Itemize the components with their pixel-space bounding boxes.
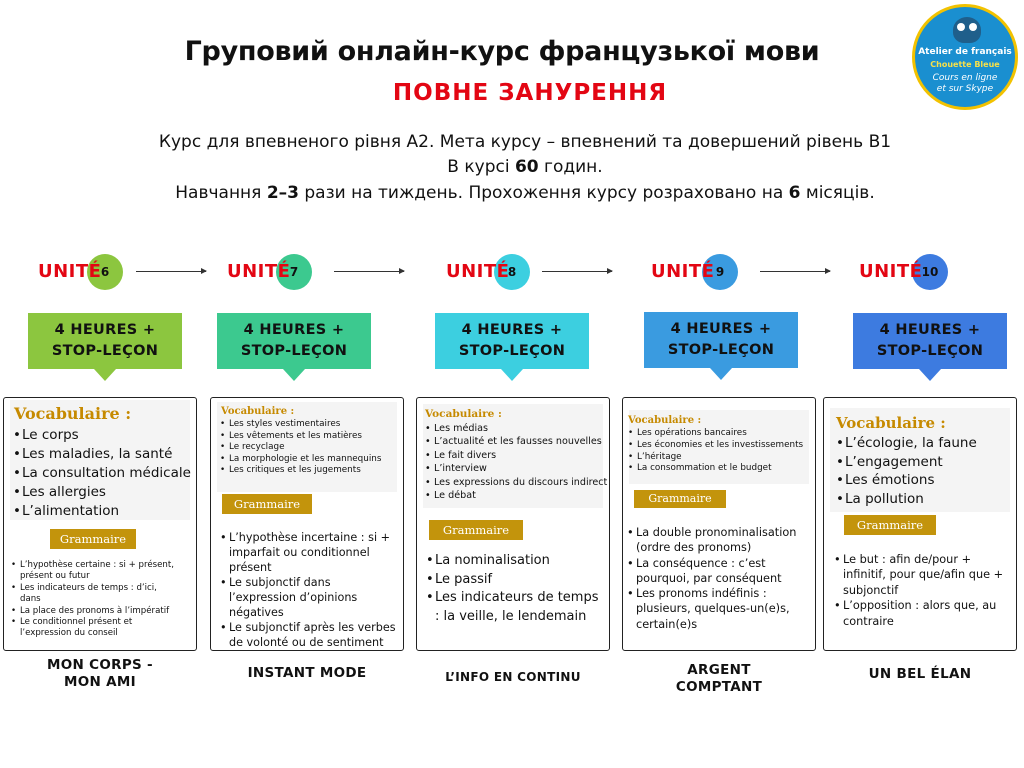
unit-6-hours: 4 HEURES + STOP-LEÇON	[28, 313, 182, 369]
list-item: • Le passif	[426, 571, 606, 590]
list-item: • Les critiques et les jugements	[220, 465, 381, 477]
page-subtitle: ПОВНЕ ЗАНУРЕННЯ	[392, 80, 668, 106]
vocab-title: Vocabulaire :	[14, 404, 132, 423]
list-item: • Le but : afin de/pour + infinitif, pour que/afin que + subjonctif	[834, 552, 1016, 598]
list-item: • L’écologie, la faune	[836, 434, 977, 453]
grammar-label: Grammaire	[634, 490, 726, 508]
list-item: • Les expressions du discours indirect	[425, 476, 607, 489]
logo	[912, 4, 1018, 110]
list-item: • Les allergies	[13, 483, 191, 502]
list-item: • La conséquence : c’est pourquoi, par conséquent	[627, 556, 813, 587]
grammar-label: Grammaire	[50, 529, 136, 549]
unit-6-number: 6	[87, 254, 123, 290]
unit-7-caption: INSTANT MODE	[247, 665, 367, 681]
list-item: • Les médias	[425, 422, 607, 435]
list-item: • L’hypothèse certaine : si + présent, présent ou futur	[11, 560, 179, 583]
unit-6-label: UNITÉ	[38, 261, 102, 282]
list-item: • La consultation médicale	[13, 464, 191, 483]
arrow-icon	[334, 271, 404, 272]
list-item: • Les indicateurs de temps : d’ici, dans	[11, 583, 179, 606]
vocab-title: Vocabulaire :	[221, 406, 295, 417]
unit-10-hours: 4 HEURES + STOP-LEÇON	[853, 313, 1007, 369]
logo-line-1: Atelier de français	[918, 47, 1012, 57]
list-item: • La nominalisation	[426, 552, 606, 571]
vocab-title: Vocabulaire :	[628, 415, 702, 426]
unit-9-hours: 4 HEURES + STOP-LEÇON	[644, 312, 798, 368]
unit-10-card	[823, 397, 1017, 651]
unit-6-card	[3, 397, 197, 651]
list-item: • L’engagement	[836, 453, 977, 472]
arrow-icon	[760, 271, 830, 272]
list-item: • La double pronominalisation (ordre des pronoms)	[627, 525, 813, 556]
list-item: • Les styles vestimentaires	[220, 419, 381, 431]
list-item: • L’interview	[425, 462, 607, 475]
unit-6-caption: MON CORPS - MON AMI	[47, 657, 153, 690]
list-item: • Les opérations bancaires	[628, 428, 803, 440]
list-item: • L’hypothèse incertaine : si + imparfait ou conditionnel présent	[220, 530, 400, 575]
unit-8-vocab-list	[425, 422, 607, 502]
list-item: • L’actualité et les fausses nouvelles	[425, 435, 607, 448]
grammar-label: Grammaire	[429, 520, 523, 540]
unit-8-number: 8	[494, 254, 530, 290]
list-item: • La place des pronoms à l’impératif	[11, 606, 179, 617]
unit-9-card	[622, 397, 816, 651]
logo-line-2: Chouette Bleue	[930, 60, 1000, 69]
list-item: • L’héritage	[628, 452, 803, 464]
arrow-icon	[136, 271, 206, 272]
unit-6-grammar-list	[11, 560, 179, 640]
unit-9-caption: ARGENT COMPTANT	[675, 662, 763, 695]
list-item: • Le corps	[13, 426, 191, 445]
logo-line-3: Cours en ligne et sur Skype	[932, 73, 998, 94]
unit-10-vocab-list	[836, 434, 977, 508]
list-item: • La consommation et le budget	[628, 463, 803, 475]
list-item: • Le conditionnel présent et l’expression du conseil	[11, 617, 179, 640]
unit-7-card	[210, 397, 404, 651]
unit-9-label: UNITÉ	[651, 261, 715, 282]
list-item: • Les émotions	[836, 471, 977, 490]
unit-10-label: UNITÉ	[859, 261, 923, 282]
grammar-label: Grammaire	[844, 515, 936, 535]
grammar-label: Grammaire	[222, 494, 312, 514]
list-item: • Le débat	[425, 489, 607, 502]
list-item: • La morphologie et les mannequins	[220, 454, 381, 466]
unit-7-hours: 4 HEURES + STOP-LEÇON	[217, 313, 371, 369]
unit-7-vocab-list	[220, 419, 381, 477]
intro-line-1: Курс для впевненого рівня А2. Мета курсу – впевнений та довершений рівень В1	[158, 132, 892, 152]
list-item: • La pollution	[836, 490, 977, 509]
owl-icon	[953, 17, 981, 43]
arrow-icon	[542, 271, 612, 272]
unit-8-caption: L’INFO EN CONTINU	[445, 670, 581, 684]
unit-9-vocab-list	[628, 428, 803, 475]
unit-9-grammar-list	[627, 525, 813, 632]
list-item: • L’opposition : alors que, au contraire	[834, 598, 1016, 629]
intro-line-2: В курсі 60 годин.	[447, 157, 603, 177]
intro-line-3: Навчання 2–3 рази на тиждень. Прохоження курсу розраховано на 6 місяців.	[175, 183, 875, 203]
vocab-title: Vocabulaire :	[425, 408, 502, 420]
unit-8-hours: 4 HEURES + STOP-LEÇON	[435, 313, 589, 369]
list-item: • L’alimentation	[13, 502, 191, 521]
list-item: • Le subjonctif dans l’expression d’opinions négatives	[220, 575, 400, 620]
unit-7-grammar-list	[220, 530, 400, 650]
vocab-title: Vocabulaire :	[836, 414, 946, 432]
list-item: • Les maladies, la santé	[13, 445, 191, 464]
list-item: • Le recyclage	[220, 442, 381, 454]
list-item: • Les indicateurs de temps : la veille, le lendemain	[426, 589, 606, 626]
unit-8-card	[416, 397, 610, 651]
unit-10-caption: UN BEL ÉLAN	[868, 666, 972, 682]
unit-10-grammar-list	[834, 552, 1016, 629]
list-item: • Le fait divers	[425, 449, 607, 462]
unit-6-vocab-list	[13, 426, 191, 521]
unit-7-label: UNITÉ	[227, 261, 291, 282]
page-title: Груповий онлайн-курс французької мови	[184, 36, 820, 67]
list-item: • Les économies et les investissements	[628, 440, 803, 452]
unit-8-label: UNITÉ	[446, 261, 510, 282]
list-item: • Les vêtements et les matières	[220, 431, 381, 443]
unit-7-number: 7	[276, 254, 312, 290]
unit-9-number: 9	[702, 254, 738, 290]
list-item: • Le subjonctif après les verbes de volonté ou de sentiment	[220, 620, 400, 650]
unit-8-grammar-list	[426, 552, 606, 626]
unit-10-number: 10	[912, 254, 948, 290]
list-item: • Les pronoms indéfinis : plusieurs, quelques-un(e)s, certain(e)s	[627, 586, 813, 632]
